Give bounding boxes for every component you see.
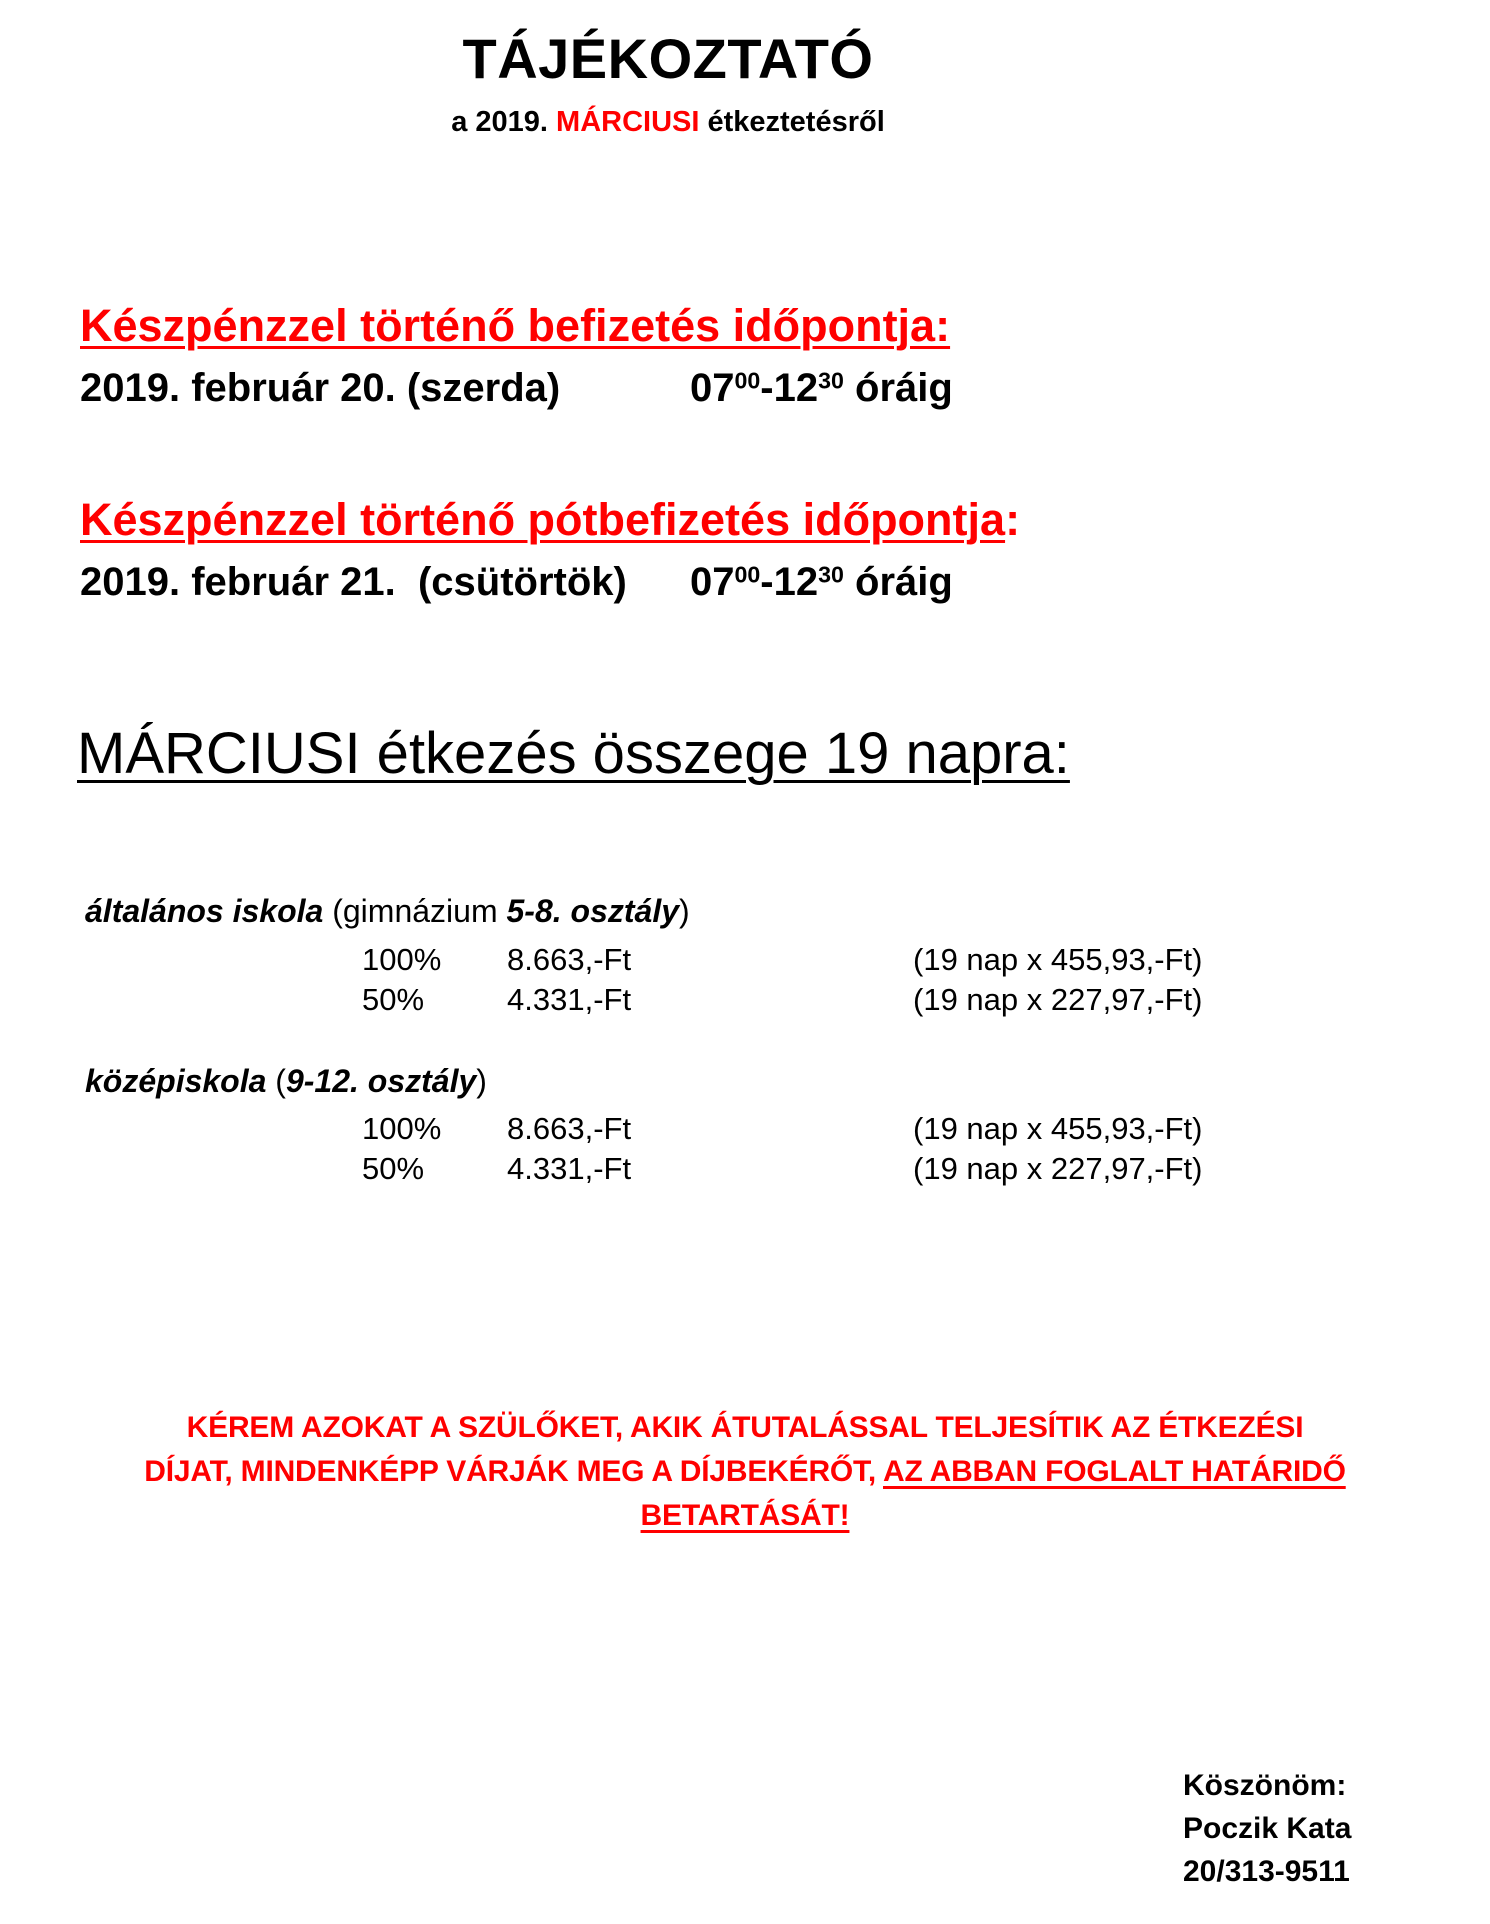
warning-line [85,1494,1405,1538]
extra-payment-date-line [80,560,1490,605]
price-percent: 50% [362,982,425,1017]
school-qualifier-grades: 9-12. osztály [285,1063,477,1099]
warning-text-underlined: AZ ABBAN FOGLALT HATÁRIDŐ [883,1455,1346,1488]
time-mid: -12 [760,366,819,410]
payment-heading [80,300,950,352]
price-percent: 100% [362,942,442,977]
school-name: általános iskola [85,893,324,929]
price-row [0,1111,1490,1151]
price-note: (19 nap x 455,93,-Ft) [913,1111,1203,1146]
warning-line [85,1406,1405,1450]
school-qualifier-prefix: (gimnázium [323,893,507,929]
price-note: (19 nap x 227,97,-Ft) [913,1151,1203,1186]
time-end-sup: 30 [818,367,844,394]
signature-block [1183,1764,1351,1893]
school-qualifier-grades: 5-8. osztály [506,893,679,929]
extra-payment-heading-text: Készpénzzel történő pótbefizetés időpontja [80,494,1006,545]
warning-text: DÍJAT, MINDENKÉPP VÁRJÁK MEG A DÍJBEKÉRŐT, [144,1455,883,1488]
time-suffix: óráig [843,560,953,604]
time-end-sup: 30 [818,561,844,588]
page-subtitle [0,106,1336,139]
school-type-secondary [85,1063,487,1100]
subtitle-prefix: a 2019. [451,106,557,138]
time-start-sup: 00 [734,561,761,588]
warning-text: KÉREM AZOKAT A SZÜLŐKET, AKIK ÁTUTALÁSSAL TELJESÍTIK AZ ÉTKEZÉSI [186,1411,1304,1444]
payment-heading-text: Készpénzzel történő befizetés időpontja: [80,300,951,351]
school-name: középiskola [85,1063,267,1099]
warning-line [85,1450,1405,1494]
time-suffix: óráig [843,366,953,410]
time-start: 07 [690,366,735,410]
extra-payment-heading [80,494,1020,546]
price-note: (19 nap x 227,97,-Ft) [913,982,1203,1017]
page-title: TÁJÉKOZTATÓ [462,27,874,90]
extra-payment-heading-colon: : [1005,494,1021,545]
time-start: 07 [690,560,735,604]
pricing-heading: MÁRCIUSI étkezés összege 19 napra: [77,721,1070,786]
payment-time [690,366,953,411]
school-qualifier-suffix: ) [476,1063,487,1099]
price-row [0,1151,1490,1191]
signature-name: Poczik Kata [1183,1812,1352,1845]
time-mid: -12 [760,560,819,604]
payment-date: 2019. február 20. (szerda) [80,366,561,410]
subtitle-month: MÁRCIUSI [556,106,700,138]
price-amount: 8.663,-Ft [507,1111,632,1146]
extra-payment-date: 2019. február 21. (csütörtök) [80,560,627,604]
school-type-primary [85,893,690,930]
signature-thanks: Köszönöm: [1183,1769,1347,1802]
subtitle-suffix: étkeztetésről [699,106,885,138]
price-amount: 4.331,-Ft [507,982,632,1017]
payment-date-line [80,366,1490,411]
school-qualifier-prefix: ( [266,1063,286,1099]
time-start-sup: 00 [734,367,761,394]
signature-phone: 20/313-9511 [1183,1855,1350,1888]
price-amount: 4.331,-Ft [507,1151,632,1186]
school-qualifier-suffix: ) [679,893,690,929]
price-note: (19 nap x 455,93,-Ft) [913,942,1203,977]
price-percent: 100% [362,1111,442,1146]
extra-payment-time [690,560,953,605]
price-row [0,982,1490,1022]
transfer-warning-paragraph [85,1406,1405,1538]
price-amount: 8.663,-Ft [507,942,632,977]
price-row [0,942,1490,982]
warning-text-underlined: BETARTÁSÁT! [640,1499,850,1532]
price-percent: 50% [362,1151,425,1186]
